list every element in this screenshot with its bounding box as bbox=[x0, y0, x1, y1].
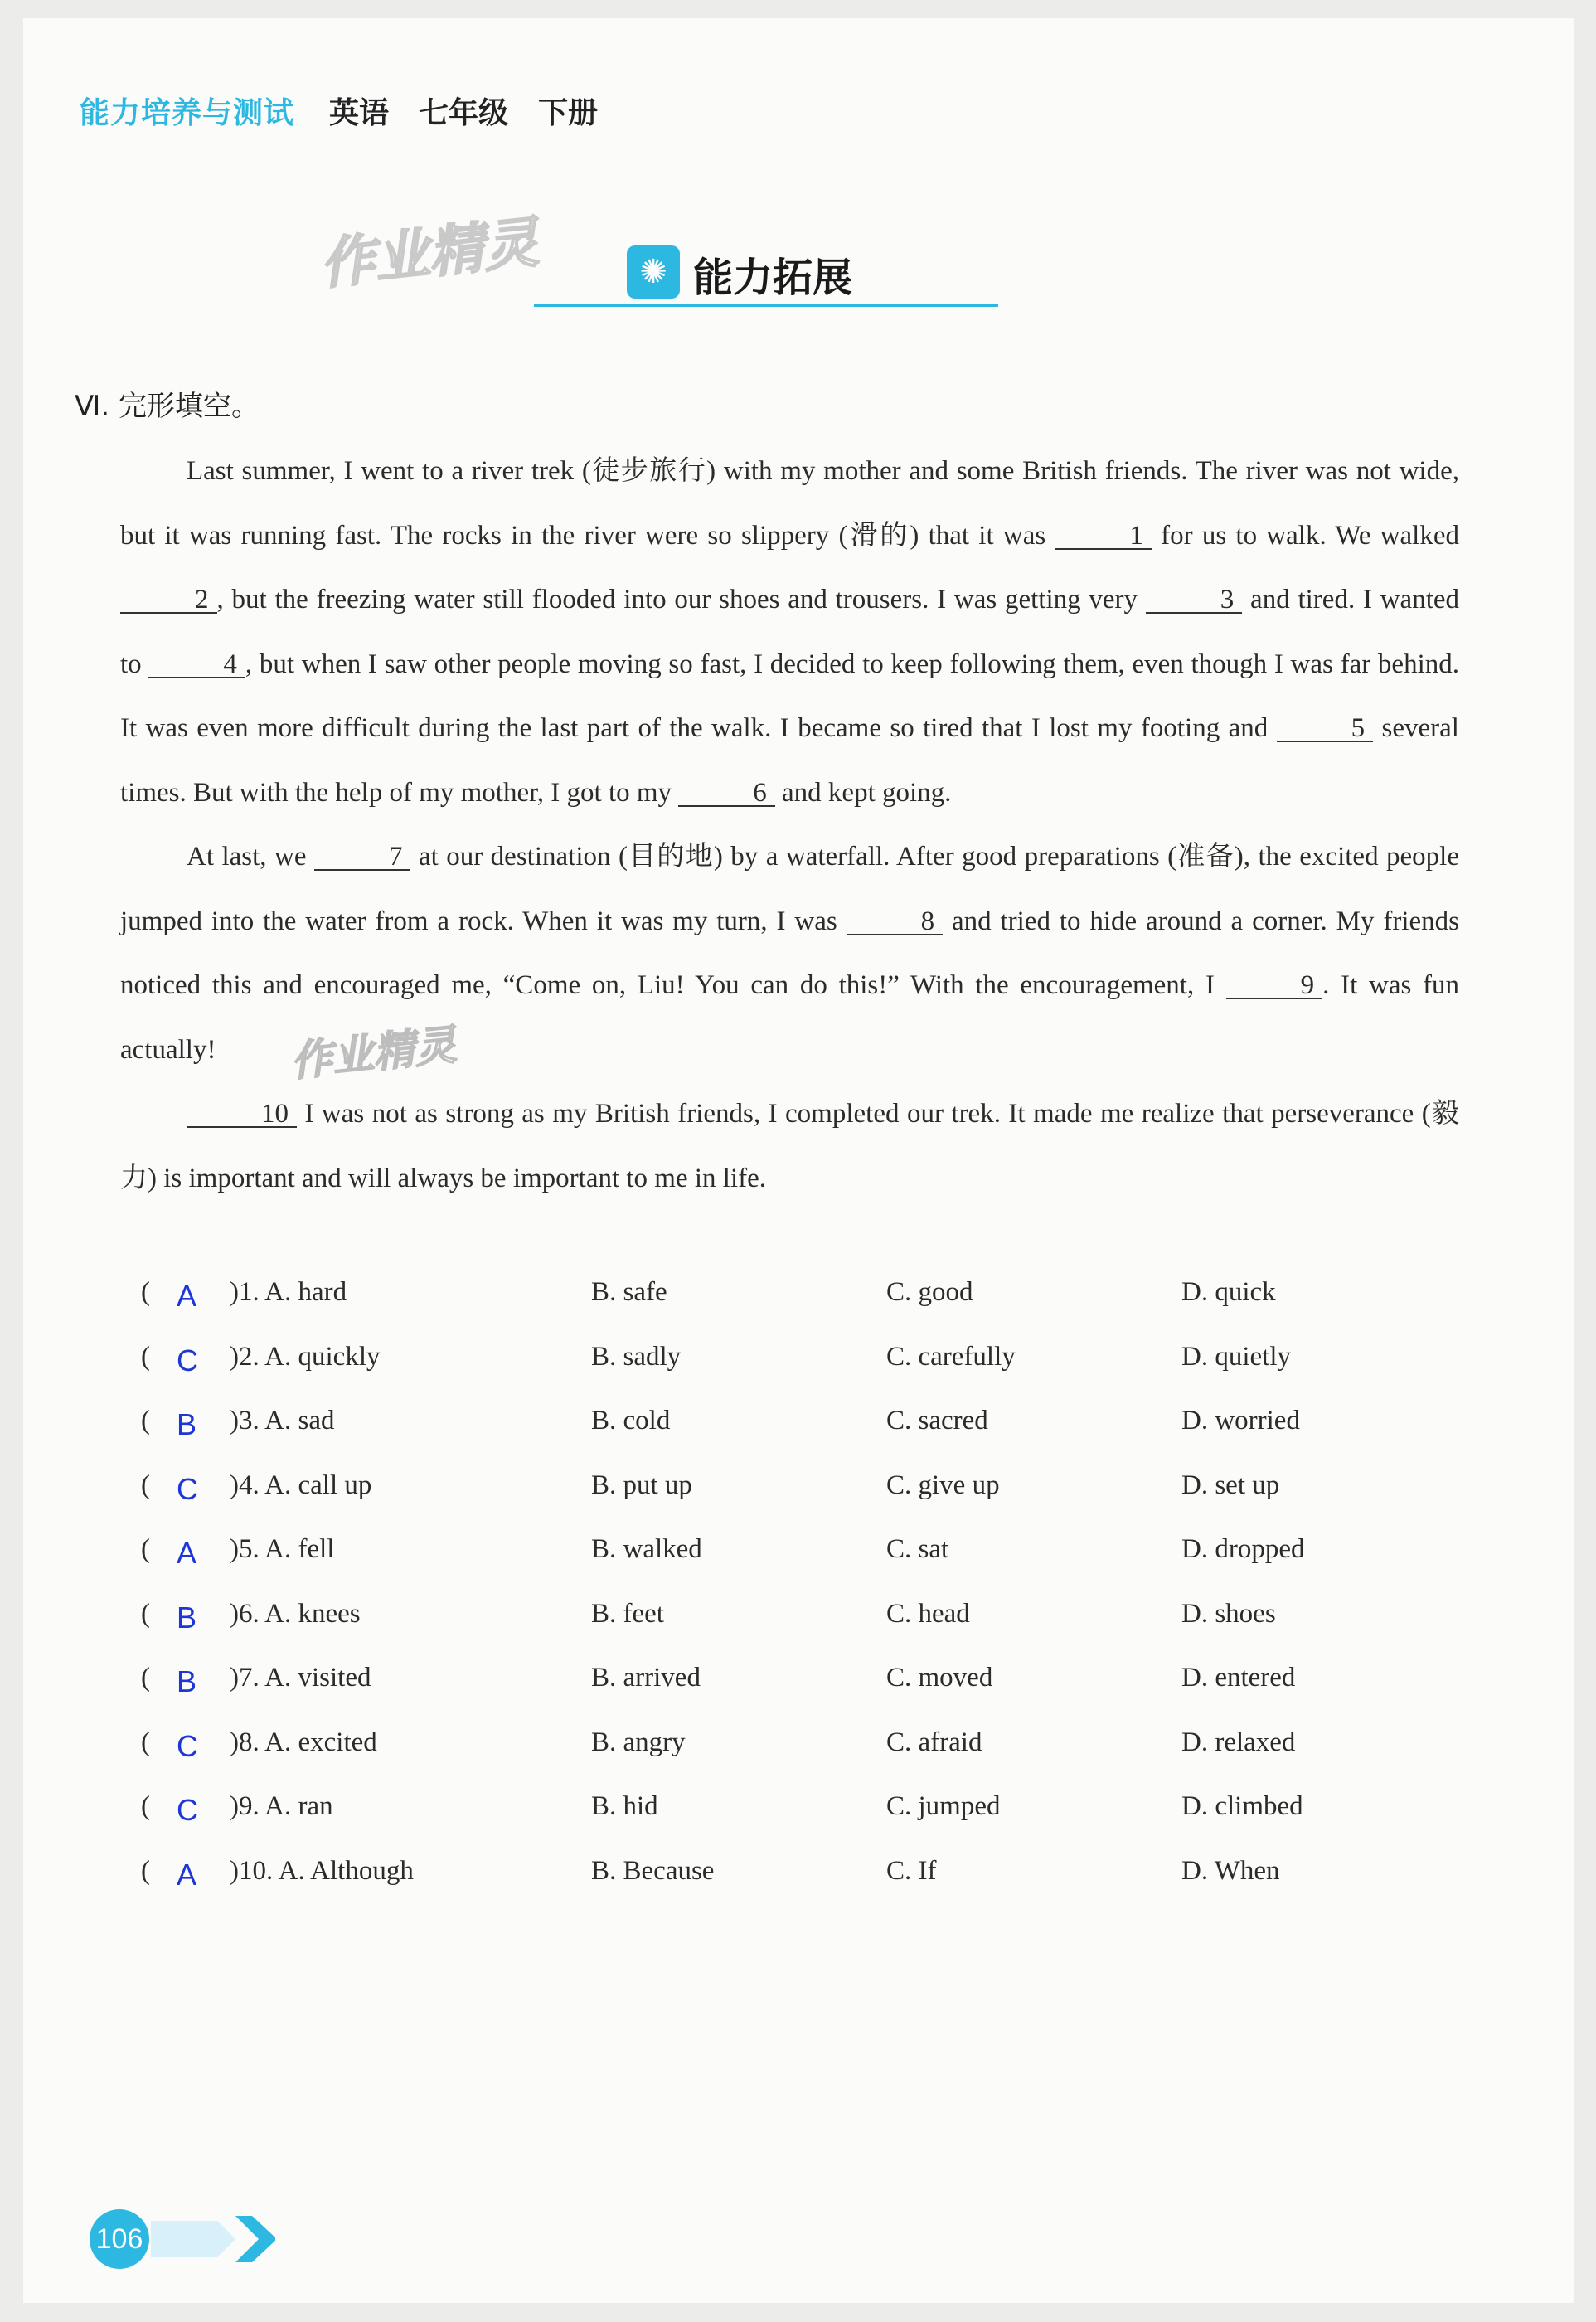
question-row bbox=[120, 1783, 1463, 1848]
page-header bbox=[80, 90, 598, 132]
option-b: B. feet bbox=[591, 1598, 664, 1629]
option-b: B. put up bbox=[591, 1469, 692, 1500]
paragraph-3 bbox=[120, 1082, 1459, 1211]
text-run: several times. But with the help of my mother, I got to my bbox=[120, 713, 1459, 808]
option-b: B. angry bbox=[591, 1727, 686, 1757]
question-row bbox=[120, 1462, 1463, 1527]
option-d: D. quietly bbox=[1181, 1341, 1291, 1372]
option-b: B. walked bbox=[591, 1534, 702, 1564]
page-number: 106 bbox=[90, 2209, 149, 2269]
text-run: and kept going. bbox=[774, 777, 952, 808]
option-c: C. carefully bbox=[886, 1341, 1016, 1372]
option-d: D. relaxed bbox=[1181, 1727, 1296, 1757]
text-run: At last, we bbox=[187, 842, 314, 872]
chevron-right-icon bbox=[143, 2209, 275, 2269]
question-row bbox=[120, 1333, 1463, 1398]
subject-label: 英语 bbox=[329, 96, 390, 130]
watermark: 作业精灵 bbox=[317, 210, 541, 297]
text-run: for us to walk. We walked bbox=[1151, 520, 1459, 551]
option-d: D. When bbox=[1181, 1855, 1280, 1886]
banner-title: 能力拓展 bbox=[693, 255, 853, 301]
option-c: C. moved bbox=[886, 1663, 993, 1693]
option-a: )3. A. sad bbox=[230, 1406, 335, 1435]
paren: ( bbox=[141, 1791, 150, 1821]
text-run: . It was fun actually! bbox=[120, 970, 1460, 1065]
question-row bbox=[120, 1848, 1463, 1912]
question-row bbox=[120, 1719, 1463, 1784]
answer-letter: C bbox=[177, 1471, 198, 1506]
option-d: D. dropped bbox=[1181, 1534, 1305, 1564]
question-row bbox=[120, 1397, 1463, 1462]
option-a: )6. A. knees bbox=[230, 1598, 361, 1629]
answer-letter: C bbox=[177, 1793, 198, 1827]
paren: ( bbox=[141, 1663, 150, 1693]
text-run: and tired. I wanted to bbox=[120, 585, 1460, 679]
option-c: C. jumped bbox=[886, 1791, 1001, 1821]
blank-10: 10 bbox=[187, 1101, 297, 1128]
option-c: C. good bbox=[886, 1277, 973, 1307]
option-c: C. give up bbox=[886, 1469, 1000, 1500]
option-b: B. Because bbox=[591, 1855, 715, 1886]
text-run: at our destination (目的地) by a waterfall. After good preparations (准备), the excited people jumped into the water from a rock. When it was my turn, I was bbox=[120, 842, 1459, 936]
blank-8: 8 bbox=[847, 909, 944, 935]
option-d: D. shoes bbox=[1181, 1598, 1276, 1629]
option-b: B. safe bbox=[591, 1277, 667, 1307]
option-d: D. set up bbox=[1181, 1469, 1280, 1500]
answer-letter: B bbox=[177, 1407, 197, 1441]
question-row bbox=[120, 1591, 1463, 1655]
paragraph-1 bbox=[120, 440, 1459, 825]
text-run: Last summer, I went to a river trek (徒步旅行) with my mother and some British friends. The river was not wide, but it was running fast. The rocks in the river were so slippery (滑的) that it was bbox=[120, 456, 1459, 551]
answer-letter: A bbox=[177, 1857, 197, 1892]
section-heading: Ⅵ. 完形填空。 bbox=[75, 390, 260, 423]
question-row bbox=[120, 1526, 1463, 1591]
option-a: )2. A. quickly bbox=[230, 1341, 381, 1372]
paren: ( bbox=[141, 1341, 150, 1372]
volume-label: 下册 bbox=[538, 96, 599, 130]
grade-label: 七年级 bbox=[419, 96, 509, 130]
series-title: 能力培养与测试 bbox=[80, 96, 295, 130]
option-b: B. sadly bbox=[591, 1341, 682, 1372]
option-a: )8. A. excited bbox=[230, 1727, 377, 1757]
option-a: )1. A. hard bbox=[230, 1277, 347, 1307]
option-c: C. sat bbox=[886, 1534, 949, 1564]
option-b: B. arrived bbox=[591, 1663, 701, 1693]
cloze-passage bbox=[120, 440, 1459, 1211]
section-banner bbox=[534, 240, 998, 307]
answer-letter: C bbox=[177, 1343, 198, 1377]
answer-letter: A bbox=[177, 1279, 197, 1313]
text-run: I was not as strong as my British friends, I completed our trek. It made me realize that perseverance (毅力) is important and will always be important to me in life. bbox=[120, 1099, 1459, 1193]
option-d: D. worried bbox=[1181, 1406, 1300, 1435]
answer-letter: C bbox=[177, 1728, 198, 1763]
option-d: D. quick bbox=[1181, 1277, 1276, 1307]
option-a: )9. A. ran bbox=[230, 1791, 333, 1821]
text-run: and tried to hide around a corner. My friends noticed this and encouraged me, “Come on, Liu! You can do this!” With the encouragement, I bbox=[120, 906, 1460, 1000]
option-c: C. If bbox=[886, 1855, 937, 1886]
text-run: , but the freezing water still flooded into our shoes and trousers. I was getting very bbox=[216, 585, 1146, 615]
option-a: )4. A. call up bbox=[230, 1469, 372, 1500]
blank-9: 9 bbox=[1226, 973, 1323, 999]
option-a: )7. A. visited bbox=[230, 1663, 371, 1693]
option-b: B. hid bbox=[591, 1791, 658, 1821]
question-row bbox=[120, 1269, 1463, 1333]
paren: ( bbox=[141, 1598, 150, 1629]
option-c: C. afraid bbox=[886, 1727, 982, 1757]
blank-7: 7 bbox=[314, 844, 411, 871]
text-run: , but when I saw other people moving so fast, I decided to keep following them, even though I was far behind. It was even more difficult during the last part of the walk. I became so tired that I lost my footing and bbox=[120, 649, 1459, 743]
paren: ( bbox=[141, 1727, 150, 1757]
option-d: D. entered bbox=[1181, 1663, 1296, 1693]
option-c: C. head bbox=[886, 1598, 970, 1629]
answer-letter: B bbox=[177, 1664, 197, 1698]
answer-letter: B bbox=[177, 1600, 197, 1635]
paren: ( bbox=[141, 1469, 150, 1500]
answer-letter: A bbox=[177, 1536, 197, 1570]
option-a: )5. A. fell bbox=[230, 1534, 335, 1564]
paren: ( bbox=[141, 1855, 150, 1886]
lightbulb-icon: ✺ bbox=[627, 245, 680, 299]
question-row bbox=[120, 1654, 1463, 1719]
question-list bbox=[120, 1269, 1463, 1912]
option-b: B. cold bbox=[591, 1406, 671, 1435]
watermark: 作业精灵 bbox=[288, 1020, 458, 1086]
blank-5: 5 bbox=[1277, 716, 1374, 742]
blank-4: 4 bbox=[148, 652, 245, 678]
option-c: C. sacred bbox=[886, 1406, 988, 1435]
banner-underline bbox=[534, 304, 998, 307]
blank-1: 1 bbox=[1055, 523, 1152, 550]
option-d: D. climbed bbox=[1181, 1791, 1303, 1821]
blank-2: 2 bbox=[120, 587, 217, 614]
paren: ( bbox=[141, 1277, 150, 1307]
option-a: )10. A. Although bbox=[230, 1855, 414, 1886]
blank-6: 6 bbox=[678, 780, 775, 807]
paren: ( bbox=[141, 1406, 150, 1435]
blank-3: 3 bbox=[1146, 587, 1243, 614]
paren: ( bbox=[141, 1534, 150, 1564]
